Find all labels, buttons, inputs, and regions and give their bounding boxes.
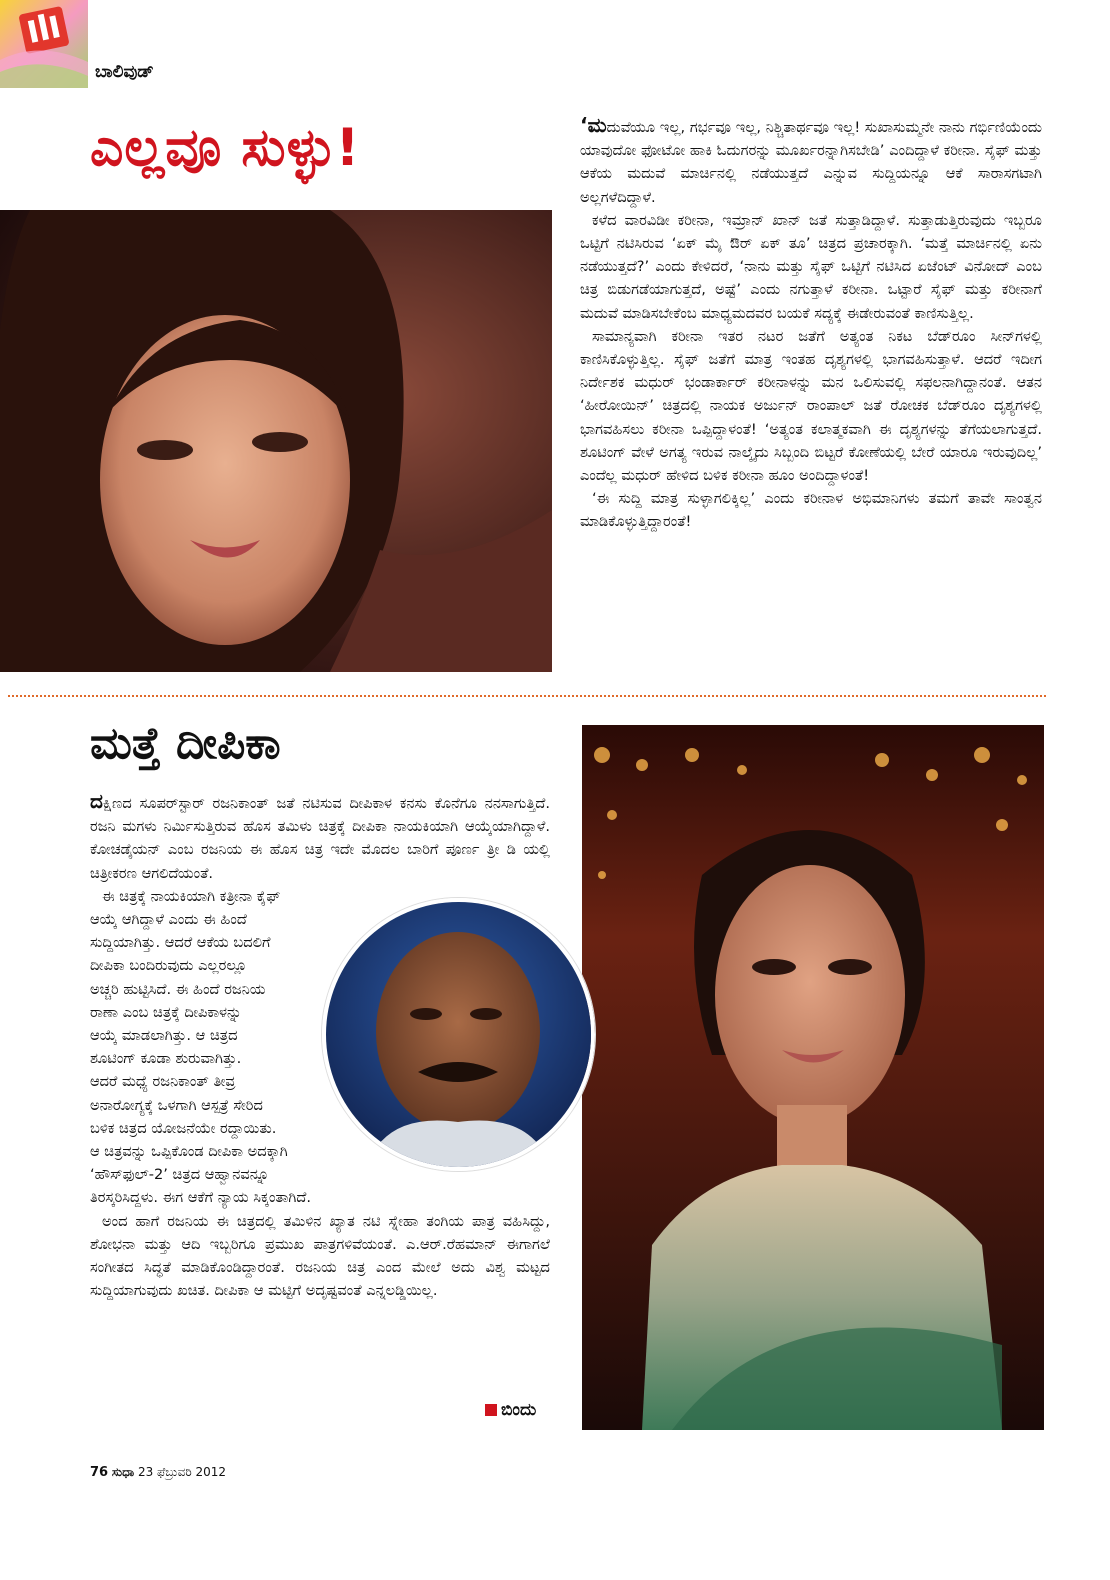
- text-line: ಬಳಿಕ ಚಿತ್ರದ ಯೋಜನೆಯೇ ರದ್ದಾಯಿತು.: [90, 1119, 277, 1137]
- article2-paragraph: ದಕ್ಷಿಣದ ಸೂಪರ್‌ಸ್ಟಾರ್ ರಜನಿಕಾಂತ್ ಜತೆ ನಟಿಸುವ ದೀಪಿಕಾಳ ಕನಸು ಕೊನೆಗೂ ನನಸಾಗುತ್ತಿದೆ. ರಜನಿ ಮಗಳು ನಿರ್ಮಿಸುತ್ತಿರುವ ಹೊಸ ತಮಿಳು ಚಿತ್ರಕ್ಕೆ ದೀಪಿಕಾ ನಾಯಕಿಯಾಗಿ ಆಯ್ಕೆಯಾಗಿದ್ದಾಳೆ. ಕೋಚಡೈಯನ್ ಎಂಬ ರಜನಿಯ ಈ ಹೊಸ ಚಿತ್ರ ಇದೇ ಮೊದಲ ಬಾರಿಗೆ ಪೂರ್ಣ ತ್ರೀ ಡಿ ಯಲ್ಲಿ ಚಿತ್ರೀಕರಣ ಆಗಲಿದೆಯಂತೆ.: [90, 789, 550, 882]
- text-line: ಈ ಚಿತ್ರಕ್ಕೆ ನಾಯಕಿಯಾಗಿ ಕತ್ರೀನಾ ಕೈಫ್: [102, 887, 281, 905]
- author-credit: ಬಿಂದು: [485, 1400, 536, 1420]
- text-line: ಶೂಟಿಂಗ್ ಕೂಡಾ ಶುರುವಾಗಿತ್ತು.: [90, 1050, 242, 1068]
- text-line: ತಿರಸ್ಕರಿಸಿದ್ದಳು. ಈಗ ಆಕೆಗೆ ನ್ಯಾಯ ಸಿಕ್ಕಂತಾಗಿದೆ.: [90, 1189, 311, 1207]
- credit-marker: [485, 1404, 497, 1416]
- article1-body: [580, 114, 1042, 534]
- section-label: ಬಾಲಿವುಡ್: [95, 62, 154, 82]
- dropcap: ‘ಮ: [580, 113, 607, 137]
- article2-paragraph-narrow: [90, 885, 550, 1210]
- section-divider: [8, 695, 1046, 697]
- article1-headline: ಎಲ್ಲವೂ ಸುಳ್ಳು!: [90, 118, 361, 178]
- text-line: ಅಚ್ಚರಿ ಹುಟ್ಟಿಸಿದೆ. ಈ ಹಿಂದೆ ರಜನಿಯ: [90, 980, 266, 998]
- text-line: ಆದರೆ ಮಧ್ಯೆ ರಜನಿಕಾಂತ್ ತೀವ್ರ: [90, 1073, 236, 1091]
- text-line: ಆ ಚಿತ್ರವನ್ನು ಒಪ್ಪಿಕೊಂಡ ದೀಪಿಕಾ ಅದಕ್ಕಾಗಿ: [90, 1143, 288, 1161]
- deepika-photo: [582, 725, 1044, 1430]
- article1-paragraph: ‘ಈ ಸುದ್ದಿ ಮಾತ್ರ ಸುಳ್ಳಾಗಲಿಕ್ಕಿಲ್ಲ’ ಎಂದು ಕರೀನಾಳ ಅಭಿಮಾನಿಗಳು ತಮಗೆ ತಾವೇ ಸಾಂತ್ವನ ಮಾಡಿಕೊಳ್ಳುತ್ತಿದ್ದಾರಂತೆ!: [580, 490, 1042, 531]
- dropcap: ದ: [90, 789, 103, 813]
- magazine-name: ಸುಧಾ: [111, 1465, 135, 1479]
- article1-paragraph: ‘ಮದುವೆಯೂ ಇಲ್ಲ, ಗರ್ಭವೂ ಇಲ್ಲ, ನಿಶ್ಚಿತಾರ್ಥವೂ ಇಲ್ಲ! ಸುಖಾಸುಮ್ಮನೇ ನಾನು ಗರ್ಭಿಣಿಯೆಂದು ಯಾವುದೋ ಫೋಟೋ ಹಾಕಿ ಓದುಗರನ್ನು ಮೂರ್ಖರನ್ನಾಗಿಸಬೇಡಿ’ ಎಂದಿದ್ದಾಳೆ ಕರೀನಾ. ಸೈಫ್ ಮತ್ತು ಆಕೆಯ ಮದುವೆ ಮಾರ್ಚಿನಲ್ಲಿ ನಡೆಯುತ್ತದೆ ಎನ್ನುವ ಸುದ್ದಿಯನ್ನೂ ಆಕೆ ಸಾರಾಸಗಟಾಗಿ ಅಲ್ಲಗಳೆದಿದ್ದಾಳೆ.: [580, 113, 1042, 206]
- text-line: ಸುದ್ದಿಯಾಗಿತ್ತು. ಆದರೆ ಆಕೆಯ ಬದಲಿಗೆ: [90, 934, 271, 952]
- section-logo: [0, 0, 88, 88]
- text-line: ದೀಪಿಕಾ ಬಂದಿರುವುದು ಎಲ್ಲರಲ್ಲೂ: [90, 957, 247, 975]
- article2-headline: ಮತ್ತೆ ದೀಪಿಕಾ: [90, 718, 281, 769]
- text-line: ಆಯ್ಕೆ ಆಗಿದ್ದಾಳೆ ಎಂದು ಈ ಹಿಂದೆ: [90, 911, 247, 929]
- page-number: 76: [90, 1465, 109, 1480]
- article2-paragraph: ಅಂದ ಹಾಗೆ ರಜನಿಯ ಈ ಚಿತ್ರದಲ್ಲಿ ತಮಿಳಿನ ಖ್ಯಾತ ನಟಿ ಸ್ನೇಹಾ ತಂಗಿಯ ಪಾತ್ರ ವಹಿಸಿದ್ದು, ಶೋಭನಾ ಮತ್ತು ಆದಿ ಇಬ್ಬರಿಗೂ ಪ್ರಮುಖ ಪಾತ್ರಗಳಿವೆಯಂತೆ. ಎ.ಆರ್.ರೆಹಮಾನ್ ಈಗಾಗಲೆ ಸಂಗೀತದ ಸಿದ್ಧತೆ ಮಾಡಿಕೊಂಡಿದ್ದಾರಂತೆ. ರಜನಿಯ ಚಿತ್ರ ಎಂದ ಮೇಲೆ ಅದು ವಿಶ್ವ ಮಟ್ಟದ ಸುದ್ದಿಯಾಗುವುದು ಖಚಿತ. ದೀಪಿಕಾ ಆ ಮಟ್ಟಿಗೆ ಅದೃಷ್ಟವಂತೆ ಎನ್ನಲಡ್ಡಿಯಿಲ್ಲ.: [90, 1212, 550, 1300]
- text-line: ಆಯ್ಕೆ ಮಾಡಲಾಗಿತ್ತು. ಆ ಚಿತ್ರದ: [90, 1027, 238, 1045]
- page-footer: [90, 1465, 226, 1480]
- text-line: ‘ಹೌಸ್‌ಫುಲ್-2’ ಚಿತ್ರದ ಆಹ್ವಾನವನ್ನೂ: [90, 1166, 270, 1184]
- text-line: ರಾಣಾ ಎಂಬ ಚಿತ್ರಕ್ಕೆ ದೀಪಿಕಾಳನ್ನು: [90, 1003, 242, 1021]
- text-line: ಅನಾರೋಗ್ಯಕ್ಕೆ ಒಳಗಾಗಿ ಆಸ್ಪತ್ರೆ ಸೇರಿದ: [90, 1096, 263, 1114]
- article1-paragraph: ಕಳೆದ ವಾರವಿಡೀ ಕರೀನಾ, ಇಮ್ರಾನ್ ಖಾನ್ ಜತೆ ಸುತ್ತಾಡಿದ್ದಾಳೆ. ಸುತ್ತಾಡುತ್ತಿರುವುದು ಇಬ್ಬರೂ ಒಟ್ಟಿಗೆ ನಟಿಸಿರುವ ‘ಏಕ್ ಮೈ ಔರ್ ಏಕ್ ತೂ’ ಚಿತ್ರದ ಪ್ರಚಾರಕ್ಕಾಗಿ. ‘ಮತ್ತೆ ಮಾರ್ಚಿನಲ್ಲಿ ಏನು ನಡೆಯುತ್ತದೆ?’ ಎಂದು ಕೇಳಿದರೆ, ‘ನಾನು ಮತ್ತು ಸೈಫ್ ಒಟ್ಟಿಗೆ ನಟಿಸಿದ ಏಜೆಂಟ್ ವಿನೋದ್ ಎಂಬ ಚಿತ್ರ ಬಿಡುಗಡೆಯಾಗುತ್ತದೆ, ಅಷ್ಟೆ’ ಎಂದು ನಗುತ್ತಾಳೆ ಕರೀನಾ. ಒಟ್ಟಾರೆ ಸೈಫ್ ಮತ್ತು ಕರೀನಾಗೆ ಮದುವೆ ಮಾಡಿಸಬೇಕೆಂಬ ಮಾಧ್ಯಮದವರ ಬಯಕೆ ಸದ್ಯಕ್ಕೆ ಈಡೇರುವಂತೆ ಕಾಣಿಸುತ್ತಿಲ್ಲ.: [580, 211, 1042, 322]
- kareena-photo: [0, 210, 552, 672]
- article1-paragraph: ಸಾಮಾನ್ಯವಾಗಿ ಕರೀನಾ ಇತರ ನಟರ ಜತೆಗೆ ಅತ್ಯಂತ ನಿಕಟ ಬೆಡ್‌ರೂಂ ಸೀನ್‌ಗಳಲ್ಲಿ ಕಾಣಿಸಿಕೊಳ್ಳುತ್ತಿಲ್ಲ. ಸೈಫ್ ಜತೆಗೆ ಮಾತ್ರ ಇಂತಹ ದೃಶ್ಯಗಳಲ್ಲಿ ಭಾಗವಹಿಸುತ್ತಾಳೆ. ಆದರೆ ಇದೀಗ ನಿರ್ದೇಶಕ ಮಧುರ್ ಭಂಡಾರ್ಕಾರ್ ಕರೀನಾಳನ್ನು ಮನ ಒಲಿಸುವಲ್ಲಿ ಸಫಲನಾಗಿದ್ದಾನಂತೆ. ಆತನ ‘ಹೀರೋಯಿನ್’ ಚಿತ್ರದಲ್ಲಿ ನಾಯಕ ಅರ್ಜುನ್ ರಾಂಪಾಲ್ ಜತೆ ರೋಚಕ ಬೆಡ್‌ರೂಂ ದೃಶ್ಯಗಳಲ್ಲಿ ಭಾಗವಹಿಸಲು ಕರೀನಾ ಒಪ್ಪಿದ್ದಾಳಂತೆ! ‘ಅತ್ಯಂತ ಕಲಾತ್ಮಕವಾಗಿ ಈ ದೃಶ್ಯಗಳನ್ನು ತೆಗೆಯಲಾಗುತ್ತದೆ. ಶೂಟಿಂಗ್ ವೇಳೆ ಅಗತ್ಯ ಇರುವ ನಾಲ್ಕೈದು ಸಿಬ್ಬಂದಿ ಬಿಟ್ಟರೆ ಕೋಣೆಯಲ್ಲಿ ಬೇರೆ ಯಾರೂ ಇರುವುದಿಲ್ಲ’ ಎಂದೆಲ್ಲ ಮಧುರ್ ಹೇಳಿದ ಬಳಿಕ ಕರೀನಾ ಹೂಂ ಅಂದಿದ್ದಾಳಂತೆ!: [580, 327, 1042, 485]
- article2-body: [90, 790, 550, 1302]
- issue-date: 23 ಫೆಬ್ರುವರಿ 2012: [137, 1465, 227, 1479]
